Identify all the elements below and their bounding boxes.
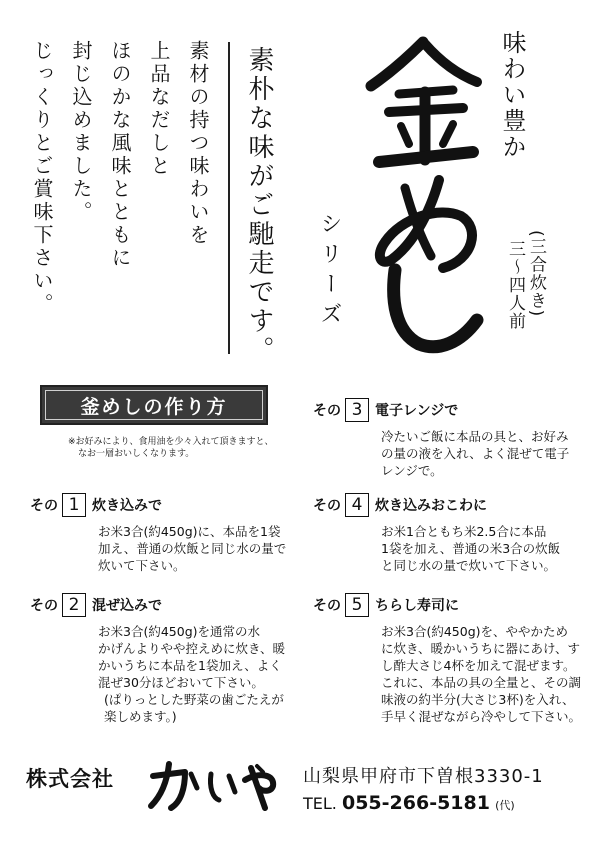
step-header	[313, 493, 560, 517]
step-line: かげんよりやや控えめに炊き、暖	[98, 641, 286, 656]
step-3	[313, 398, 569, 479]
step-line: と同じ水の量で炊いて下さい。	[381, 558, 557, 573]
company-type: 株式会社	[26, 767, 114, 791]
step-number-box: 3	[345, 398, 369, 422]
step-body	[381, 428, 569, 479]
step-line: 冷たいご飯に本品の具と、お好み	[381, 429, 569, 444]
phone-number: 055-266-5181	[341, 792, 490, 814]
step-line: 加え、普通の炊飯と同じ水の量で	[98, 541, 287, 556]
step-line: し酢大さじ4杯を加えて混ぜます。	[381, 658, 576, 673]
step-prefix: その	[30, 498, 58, 514]
step-line: お米3合(約450g)を、ややかため	[381, 624, 569, 639]
step-line: 手早く混ぜながら冷やして下さい。	[381, 709, 582, 724]
howto-banner-title: 釜めしの作り方	[45, 390, 263, 420]
step-title: 炊き込みで	[92, 498, 162, 514]
step-line: レンジで。	[381, 463, 443, 478]
step-line: 炊いて下さい。	[98, 558, 186, 573]
step-line: 混ぜ30分ほどおいて下さい。	[98, 675, 264, 690]
oil-note-line-1: ※お好みにより、食用油を少々入れて頂きますと、	[68, 437, 274, 447]
step-body	[98, 523, 286, 574]
phone-suffix: (代)	[495, 799, 515, 812]
tagline: 味わい豊か	[498, 30, 526, 160]
servings-people: 三〜四人前	[505, 240, 525, 330]
step-line: お米3合(約450g)に、本品を1袋	[98, 524, 281, 539]
oil-note	[68, 436, 274, 460]
step-body	[381, 523, 560, 574]
phone-line	[303, 792, 515, 814]
oil-note-line-2: なお一層おいしくなります。	[78, 449, 195, 459]
step-line: (ぱりっとした野菜の歯ごたえが	[104, 692, 284, 707]
step-title: 混ぜ込みで	[92, 598, 162, 614]
step-1	[30, 493, 286, 574]
intro-line-1: じっくりとご賞味下さい。	[30, 40, 54, 316]
step-line: の量の液を入れ、よく混ぜて電子	[381, 446, 570, 461]
step-4	[313, 493, 560, 574]
step-line: 1袋を加え、普通の米3合の炊飯	[381, 541, 561, 556]
step-number-box: 4	[345, 493, 369, 517]
kamameshi-calligraphy-logo	[365, 20, 485, 360]
step-number-box: 2	[62, 593, 86, 617]
company-address: 山梨県甲府市下曽根3330-1	[303, 766, 544, 787]
kaiya-brand-logo	[145, 758, 285, 813]
step-line: かいうちに本品を1袋加え、よく	[98, 658, 282, 673]
intro-line-4: 上品なだしと	[147, 40, 171, 178]
step-header	[313, 398, 569, 422]
step-title: ちらし寿司に	[375, 598, 459, 614]
step-line: これに、本品の具の全量と、その調	[381, 675, 582, 690]
step-body	[98, 623, 285, 725]
step-2	[30, 593, 285, 725]
howto-banner	[40, 385, 268, 425]
step-prefix: その	[313, 598, 341, 614]
step-header	[30, 493, 286, 517]
step-5	[313, 593, 581, 725]
phone-label: TEL.	[303, 794, 337, 813]
servings-capacity: (三合炊き)	[526, 230, 546, 318]
intro-line-3: ほのかな風味とともに	[108, 40, 132, 270]
vertical-divider	[228, 42, 230, 354]
step-line: 味液の約半分(大さじ3杯)を入れ、	[381, 692, 575, 707]
intro-line-2: 封じ込めました。	[69, 40, 93, 224]
step-prefix: その	[313, 498, 341, 514]
intro-line-5: 素材の持つ味わいを	[186, 40, 210, 247]
step-line: お米3合(約450g)を通常の水	[98, 624, 260, 639]
step-body	[381, 623, 581, 725]
step-line: に炊き、暖かいうちに器にあけ、す	[381, 641, 581, 656]
intro-headline: 素朴な味がご馳走です。	[244, 46, 274, 365]
step-number-box: 5	[345, 593, 369, 617]
series-label: シリーズ	[317, 212, 342, 332]
step-title: 炊き込みおこわに	[375, 498, 487, 514]
step-line: お米1合ともち米2.5合に本品	[381, 524, 547, 539]
step-line: 楽しめます。)	[104, 709, 177, 724]
step-header	[313, 593, 581, 617]
step-number-box: 1	[62, 493, 86, 517]
step-title: 電子レンジで	[375, 403, 459, 419]
step-prefix: その	[30, 598, 58, 614]
step-prefix: その	[313, 403, 341, 419]
step-header	[30, 593, 285, 617]
